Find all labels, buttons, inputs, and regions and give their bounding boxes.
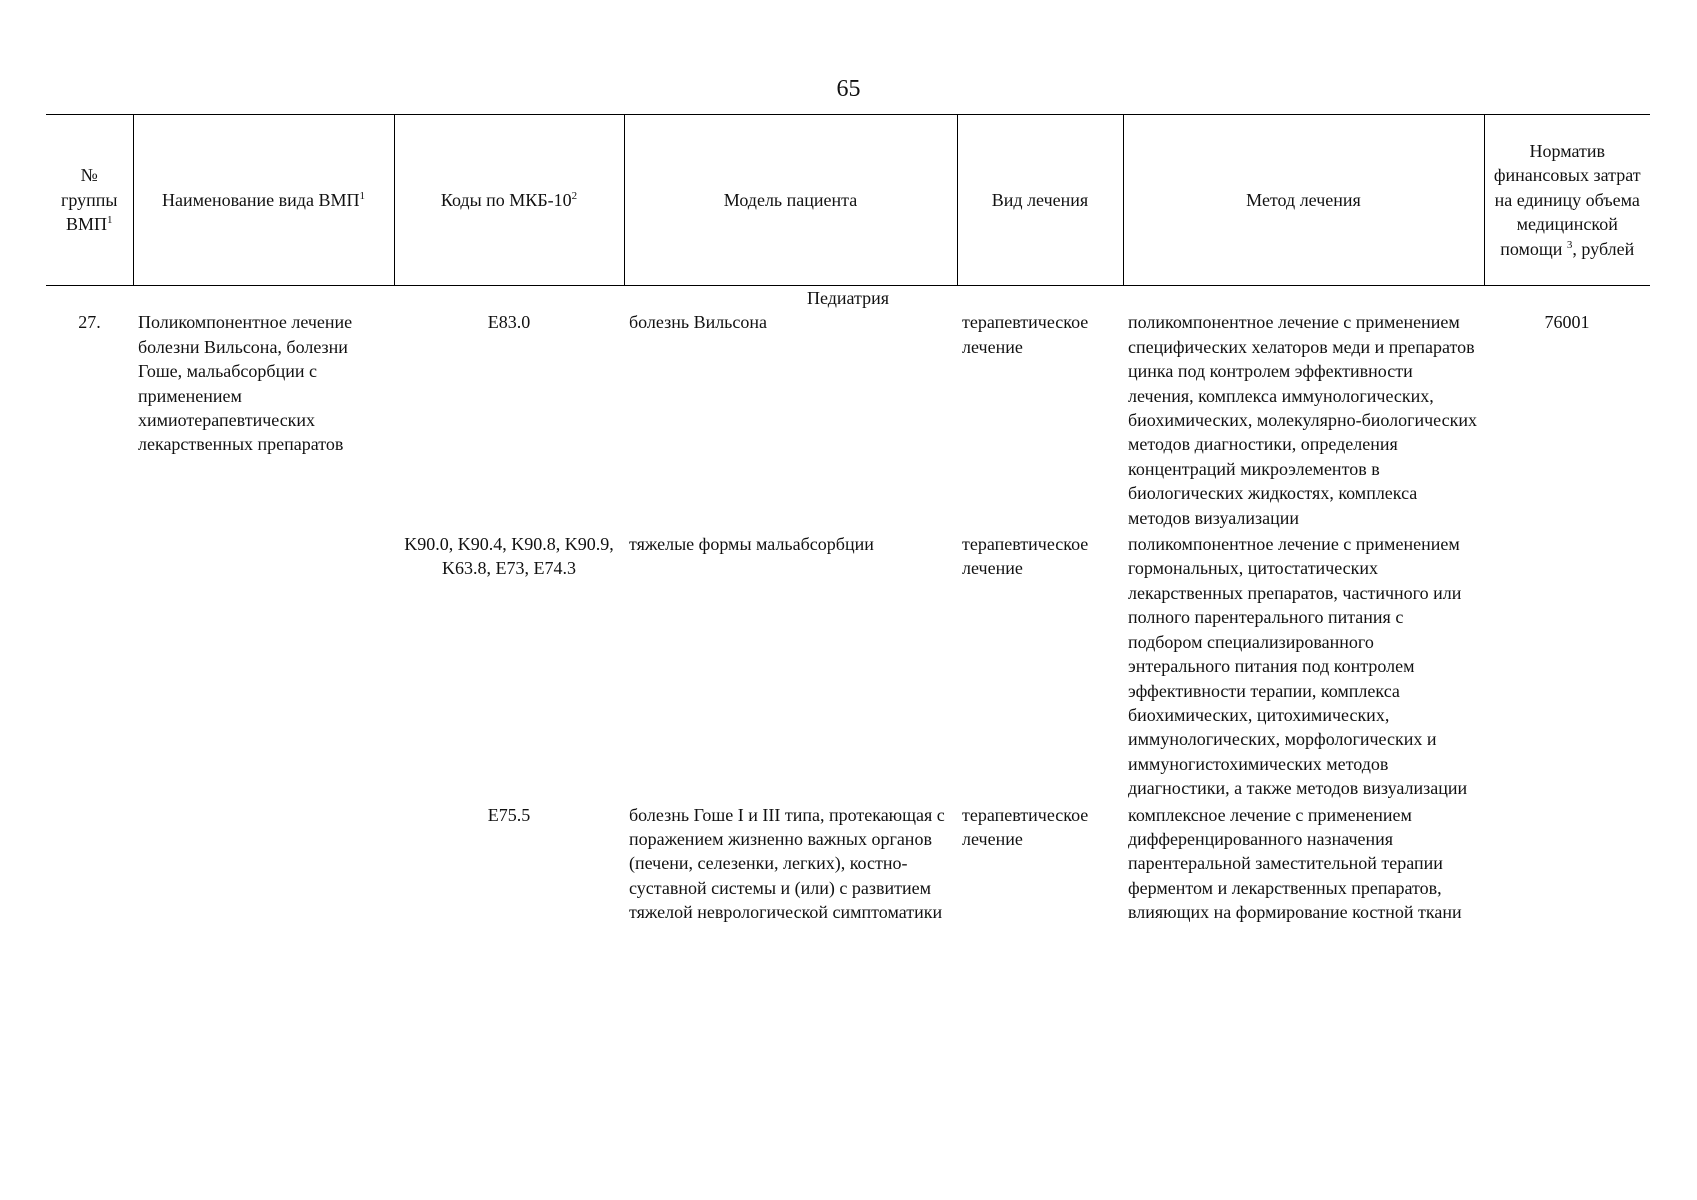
treatment-method: комплексное лечение с применением дифференцированного назначения парентеральной заместительной терапии ферментом и лекарственных препаратов, влияющих на формирование костной ткани xyxy=(1128,804,1462,923)
table-row xyxy=(46,310,1650,532)
vmp-table xyxy=(46,114,1650,927)
patient-model: тяжелые формы мальабсорбции xyxy=(629,534,874,555)
icd-codes: E83.0 xyxy=(487,312,531,333)
treatment-method: поликомпонентное лечение с применением специфических хелаторов меди и препаратов цинка под контролем эффективности лечения, комплекса иммунологических, биохимических, молекулярно-биологических методов диагностики, определения концентраций микроэлементов в биологических жидкостях, комплекса методов визуализации xyxy=(1128,312,1477,528)
treatment-type: терапевтическое лечение xyxy=(962,312,1089,357)
treatment-method: поликомпонентное лечение с применением гормональных, цитостатических лекарственных препаратов, частичного или полного парентерального питания с подбором специализированного энтерального питания под контролем эффективности терапии, комплекса биохимических, цитохимических, иммунологических, морфологических и иммуногистохимических методов диагностики, а также методов визуализации xyxy=(1128,534,1468,799)
group-number: 27. xyxy=(78,312,101,333)
patient-model: болезнь Вильсона xyxy=(629,312,768,333)
patient-model: болезнь Гоше I и III типа, протекающая с поражением жизненно важных органов (печени, селезенки, легких), костно-суставной системы и (или) с развитием тяжелой неврологической симптоматики xyxy=(629,804,945,923)
header-treatment-type: Вид лечения xyxy=(957,115,1123,286)
section-row xyxy=(46,286,1650,311)
section-title: Педиатрия xyxy=(806,288,890,308)
icd-codes: E75.5 xyxy=(487,804,531,825)
icd-codes: K90.0, K90.4, K90.8, K90.9, K63.8, E73, E74.3 xyxy=(404,534,614,579)
header-icd-codes: Коды по МКБ-$10^2$ xyxy=(394,115,624,286)
header-patient-model: Модель пациента xyxy=(624,115,957,286)
header-cost-norm: Норматив финансовых затрат на единицу объема медицинской помощи $^3$, рублей xyxy=(1484,115,1650,286)
header-treatment-method: Метод лечения xyxy=(1123,115,1484,286)
treatment-type: терапевтическое лечение xyxy=(962,804,1089,849)
treatment-type: терапевтическое лечение xyxy=(962,534,1089,579)
table-header-row xyxy=(46,115,1650,286)
page-number: 65 xyxy=(836,76,861,102)
header-vmp-name: Наименование вида ВМП$^1$ xyxy=(133,115,394,286)
header-group-number: № группы ВМП$^1$ xyxy=(46,115,133,286)
vmp-name: Поликомпонентное лечение болезни Вильсона, болезни Гоше, мальабсорбции с применением химиотерапевтических лекарственных препаратов xyxy=(138,312,353,455)
cost-norm-value: 76001 xyxy=(1544,312,1590,333)
